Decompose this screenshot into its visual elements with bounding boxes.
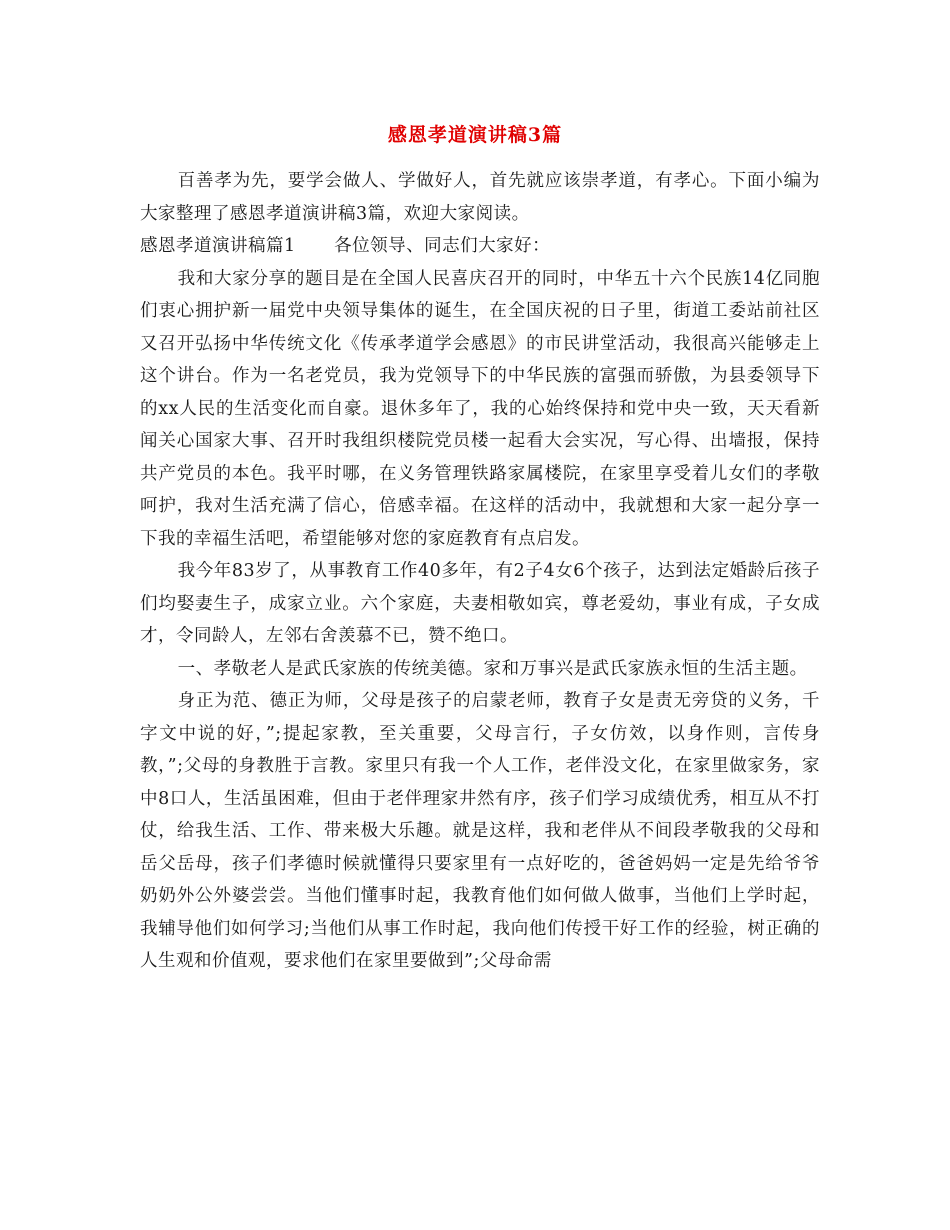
- document-title: 感恩孝道演讲稿3篇: [387, 124, 563, 146]
- greeting: 各位领导、同志们大家好：: [334, 236, 551, 256]
- body-paragraph: 身正为范、德正为师，父母是孩子的启蒙老师，教育子女是责无旁贷的义务，千字文中说的好，”;提起家教，至关重要，父母言行，子女仿效，以身作则，言传身教，”;父母的身教胜于言教。家里只有我一个人工作，老伴没文化，在家里做家务，家中8口人，生活虽困难，但由于老伴理家井然有序，孩子们学习成绩优秀，相互从不打仗，给我生活、工作、带来极大乐趣。就是这样，我和老伴从不间段孝敬我的父母和岳父岳母，孩子们孝德时候就懂得只要家里有一点好吃的，爸爸妈妈一定是先给爷爷奶奶外公外婆尝尝。当他们懂事时起，我教育他们如何做人做事，当他们上学时起，我辅导他们如何学习;当他们从事工作时起，我向他们传授干好工作的经验，树正确的人生观和价值观，要求他们在家里要做到”;父母命需: [140, 691, 820, 971]
- body-paragraph: 一、孝敬老人是武氏家族的传统美德。家和万事兴是武氏家族永恒的生活主题。: [177, 658, 808, 679]
- body-paragraph: 我和大家分享的题目是在全国人民喜庆召开的同时，中华五十六个民族14亿同胞们衷心拥护新一届党中央领导集体的诞生，在全国庆祝的日子里，街道工委站前社区又召开弘扬中华传统文化《传承孝道学会感恩》的市民讲堂活动，我很高兴能够走上这个讲台。作为一名老党员，我为党领导下的中华民族的富强而骄傲，为县委领导下的xx人民的生活变化而自豪。退休多年了，我的心始终保持和党中央一致，天天看新闻关心国家大事、召开时我组织楼院党员楼一起看大会实况，写心得、出墙报，保持共产党员的本色。我平时哪，在义务管理铁路家属楼院，在家里享受着儿女们的孝敬呵护，我对生活充满了信心，倍感幸福。在这样的活动中，我就想和大家一起分享一下我的幸福生活吧，希望能够对您的家庭教育有点启发。: [140, 268, 820, 549]
- body-paragraph: 我今年83岁了，从事教育工作40多年，有2子4女6个孩子，达到法定婚龄后孩子们均娶妻生子，成家立业。六个家庭，夫妻相敬如宾，尊老爱幼，事业有成，子女成才，令同龄人，左邻右舍羡慕不已，赞不绝口。: [140, 561, 820, 646]
- intro-paragraph: 百善孝为先，要学会做人、学做好人，首先就应该崇孝道，有孝心。下面小编为大家整理了感恩孝道演讲稿3篇，欢迎大家阅读。: [140, 171, 820, 224]
- document-body: [140, 165, 820, 978]
- section-heading-line: [140, 230, 820, 263]
- section-heading: 感恩孝道演讲稿篇1: [140, 236, 296, 256]
